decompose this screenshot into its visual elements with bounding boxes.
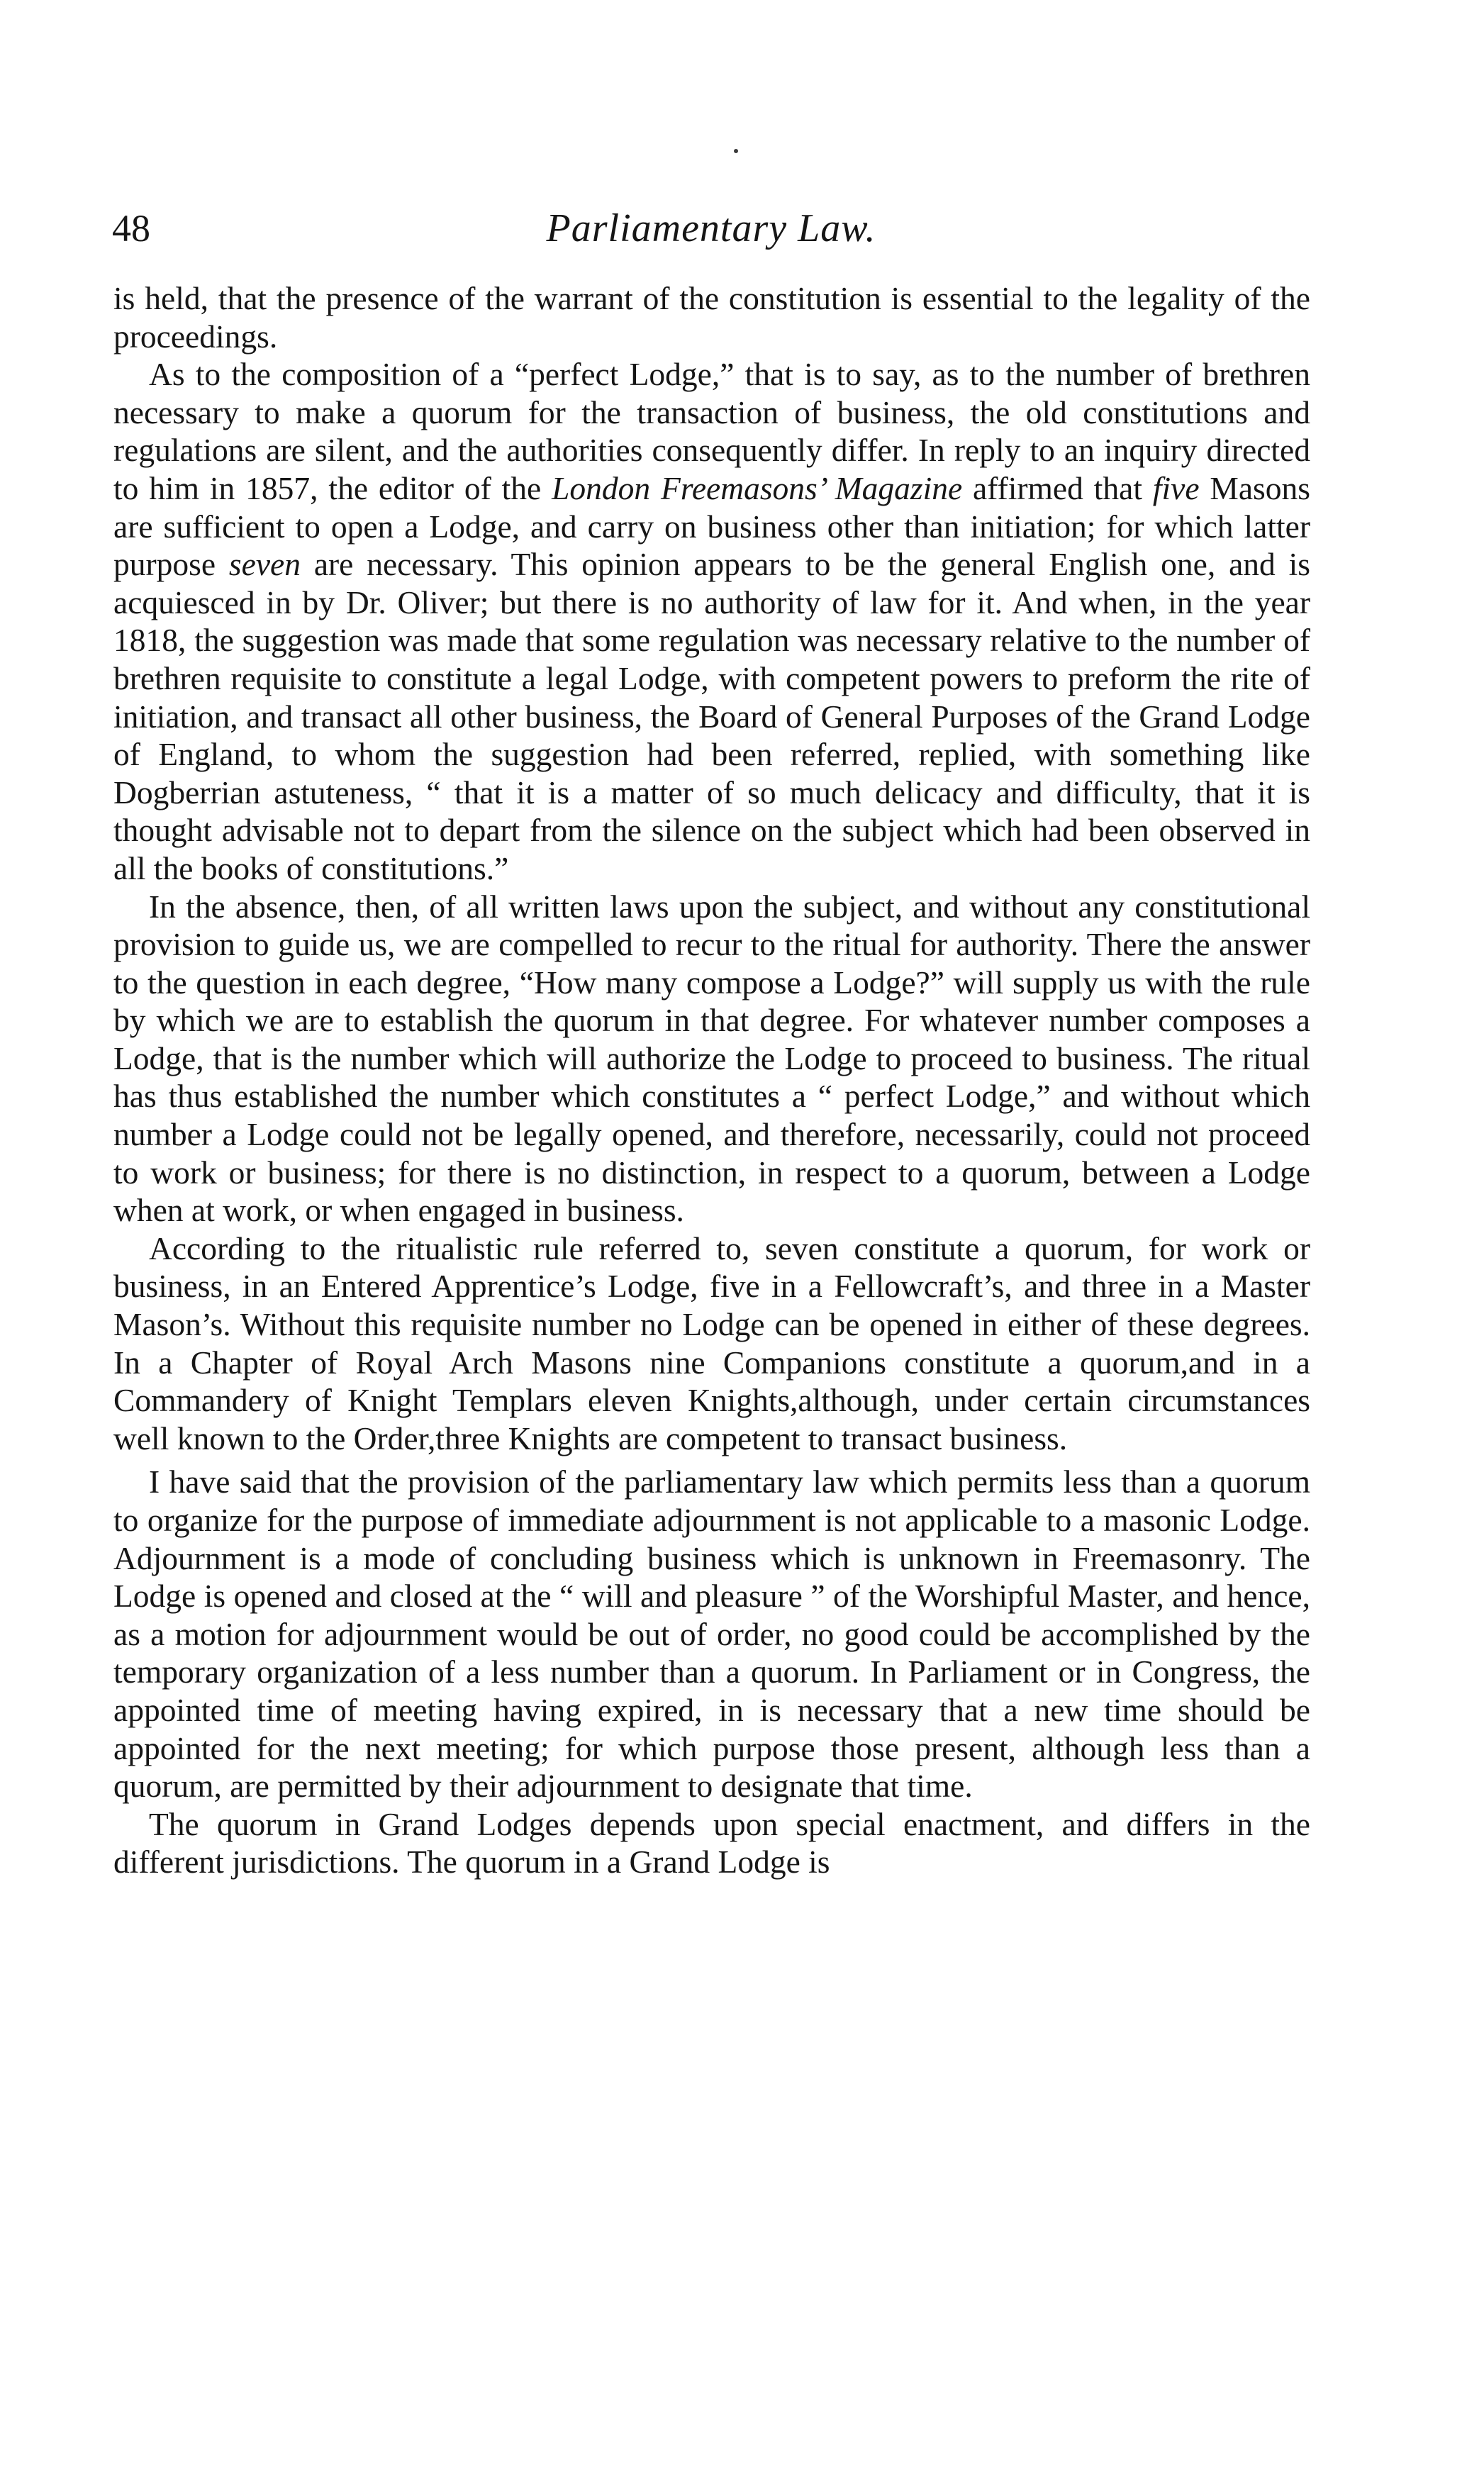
text-run: Masons are sufficient to open a Lodge, and carry on business other than initiation; for which latter purpose (113, 469, 1310, 583)
paragraph (113, 1230, 1310, 1458)
paragraph (113, 279, 1310, 355)
text-run: affirmed that (962, 469, 1153, 506)
italic-text: five (1152, 469, 1200, 506)
page-header (112, 200, 1310, 257)
text-run: As to the composition of a “perfect Lodge,” that is to say, as to the number of brethren necessary to make a quorum for the transaction of business, the old constitutions and regulations are silent, and the authorities consequently differ. In reply to an inquiry directed to him in 1857, the editor of the (113, 356, 1310, 506)
paragraph (113, 355, 1310, 887)
text-run: According to the ritualistic rule referred to, seven constitute a quorum, for work or business, in an Entered Apprentice’s Lodge, five in a Fellowcraft’s, and three in a Master Mason’s. Without this requisite number no Lodge can be opened in either of these degrees. In a Chapter of Royal Arch Masons nine Companions constitute a quorum,and in a Commandery of Knight Templars eleven Knights,although, under certain circumstances well known to the Order,three Knights are competent to transact business. (113, 1230, 1310, 1456)
paragraph (113, 1463, 1310, 1805)
italic-text: seven (228, 546, 301, 583)
paragraph (113, 888, 1310, 1230)
text-run: I have said that the provision of the parliamentary law which permits less than a quorum to organize for the purpose of immediate adjournment is not applicable to a masonic Lodge. Adjournment is a mode of concluding business which is unknown in Freemasonry. The Lodge is opened and closed at the “ will and pleasure ” of the Worshipful Master, and hence, as a motion for adjournment would be out of order, no good could be accomplished by the temporary organization of a less number than a quorum. In Parliament or in Congress, the appointed time of meeting having expired, in is necessary that a new time should be appointed for the next meeting; for which purpose those present, although less than a quorum, are permitted by their adjournment to designate that time. (113, 1464, 1310, 1805)
text-run: are necessary. This opinion appears to be the general English one, and is acquiesced in by Dr. Oliver; but there is no authority of law for it. And when, in the year 1818, the suggestion was made that some regulation was necessary relative to the number of brethren requisite to constitute a legal Lodge, with competent powers to preform the rite of initiation, and transact all other business, the Board of General Purposes of the Grand Lodge of England, to whom the suggestion had been referred, replied, with something like Dogberrian astuteness, “ that it is a matter of so much delicacy and difficulty, that it is thought advisable not to depart from the silence on the subject which had been observed in all the books of constitutions.” (113, 546, 1310, 886)
text-run: In the absence, then, of all written laws upon the subject, and without any constitutional provision to guide us, we are compelled to recur to the ritual for authority. There the answer to the question in each degree, “How many compose a Lodge?” will supply us with the rule by which we are to establish the quorum in that degree. For whatever number composes a Lodge, that is the number which will authorize the Lodge to proceed to business. The ritual has thus established the number which constitutes a “ perfect Lodge,” and without which number a Lodge could not be legally opened, and therefore, necessarily, could not proceed to work or business; for there is no distinction, in respect to a quorum, between a Lodge when at work, or when engaged in business. (113, 888, 1310, 1229)
page-number: 48 (112, 207, 150, 250)
ink-speck (734, 149, 738, 153)
body-text (113, 279, 1310, 1881)
italic-text: London Freemasons’ Magazine (552, 469, 963, 506)
running-title: Parliamentary Law. (546, 206, 876, 250)
paragraph (113, 1805, 1310, 1881)
text-run: The quorum in Grand Lodges depends upon special enactment, and differs in the different jurisdictions. The quorum in a Grand Lodge is (113, 1805, 1310, 1880)
text-run: is held, that the presence of the warrant of the constitution is essential to the legality of the proceedings. (113, 280, 1310, 355)
